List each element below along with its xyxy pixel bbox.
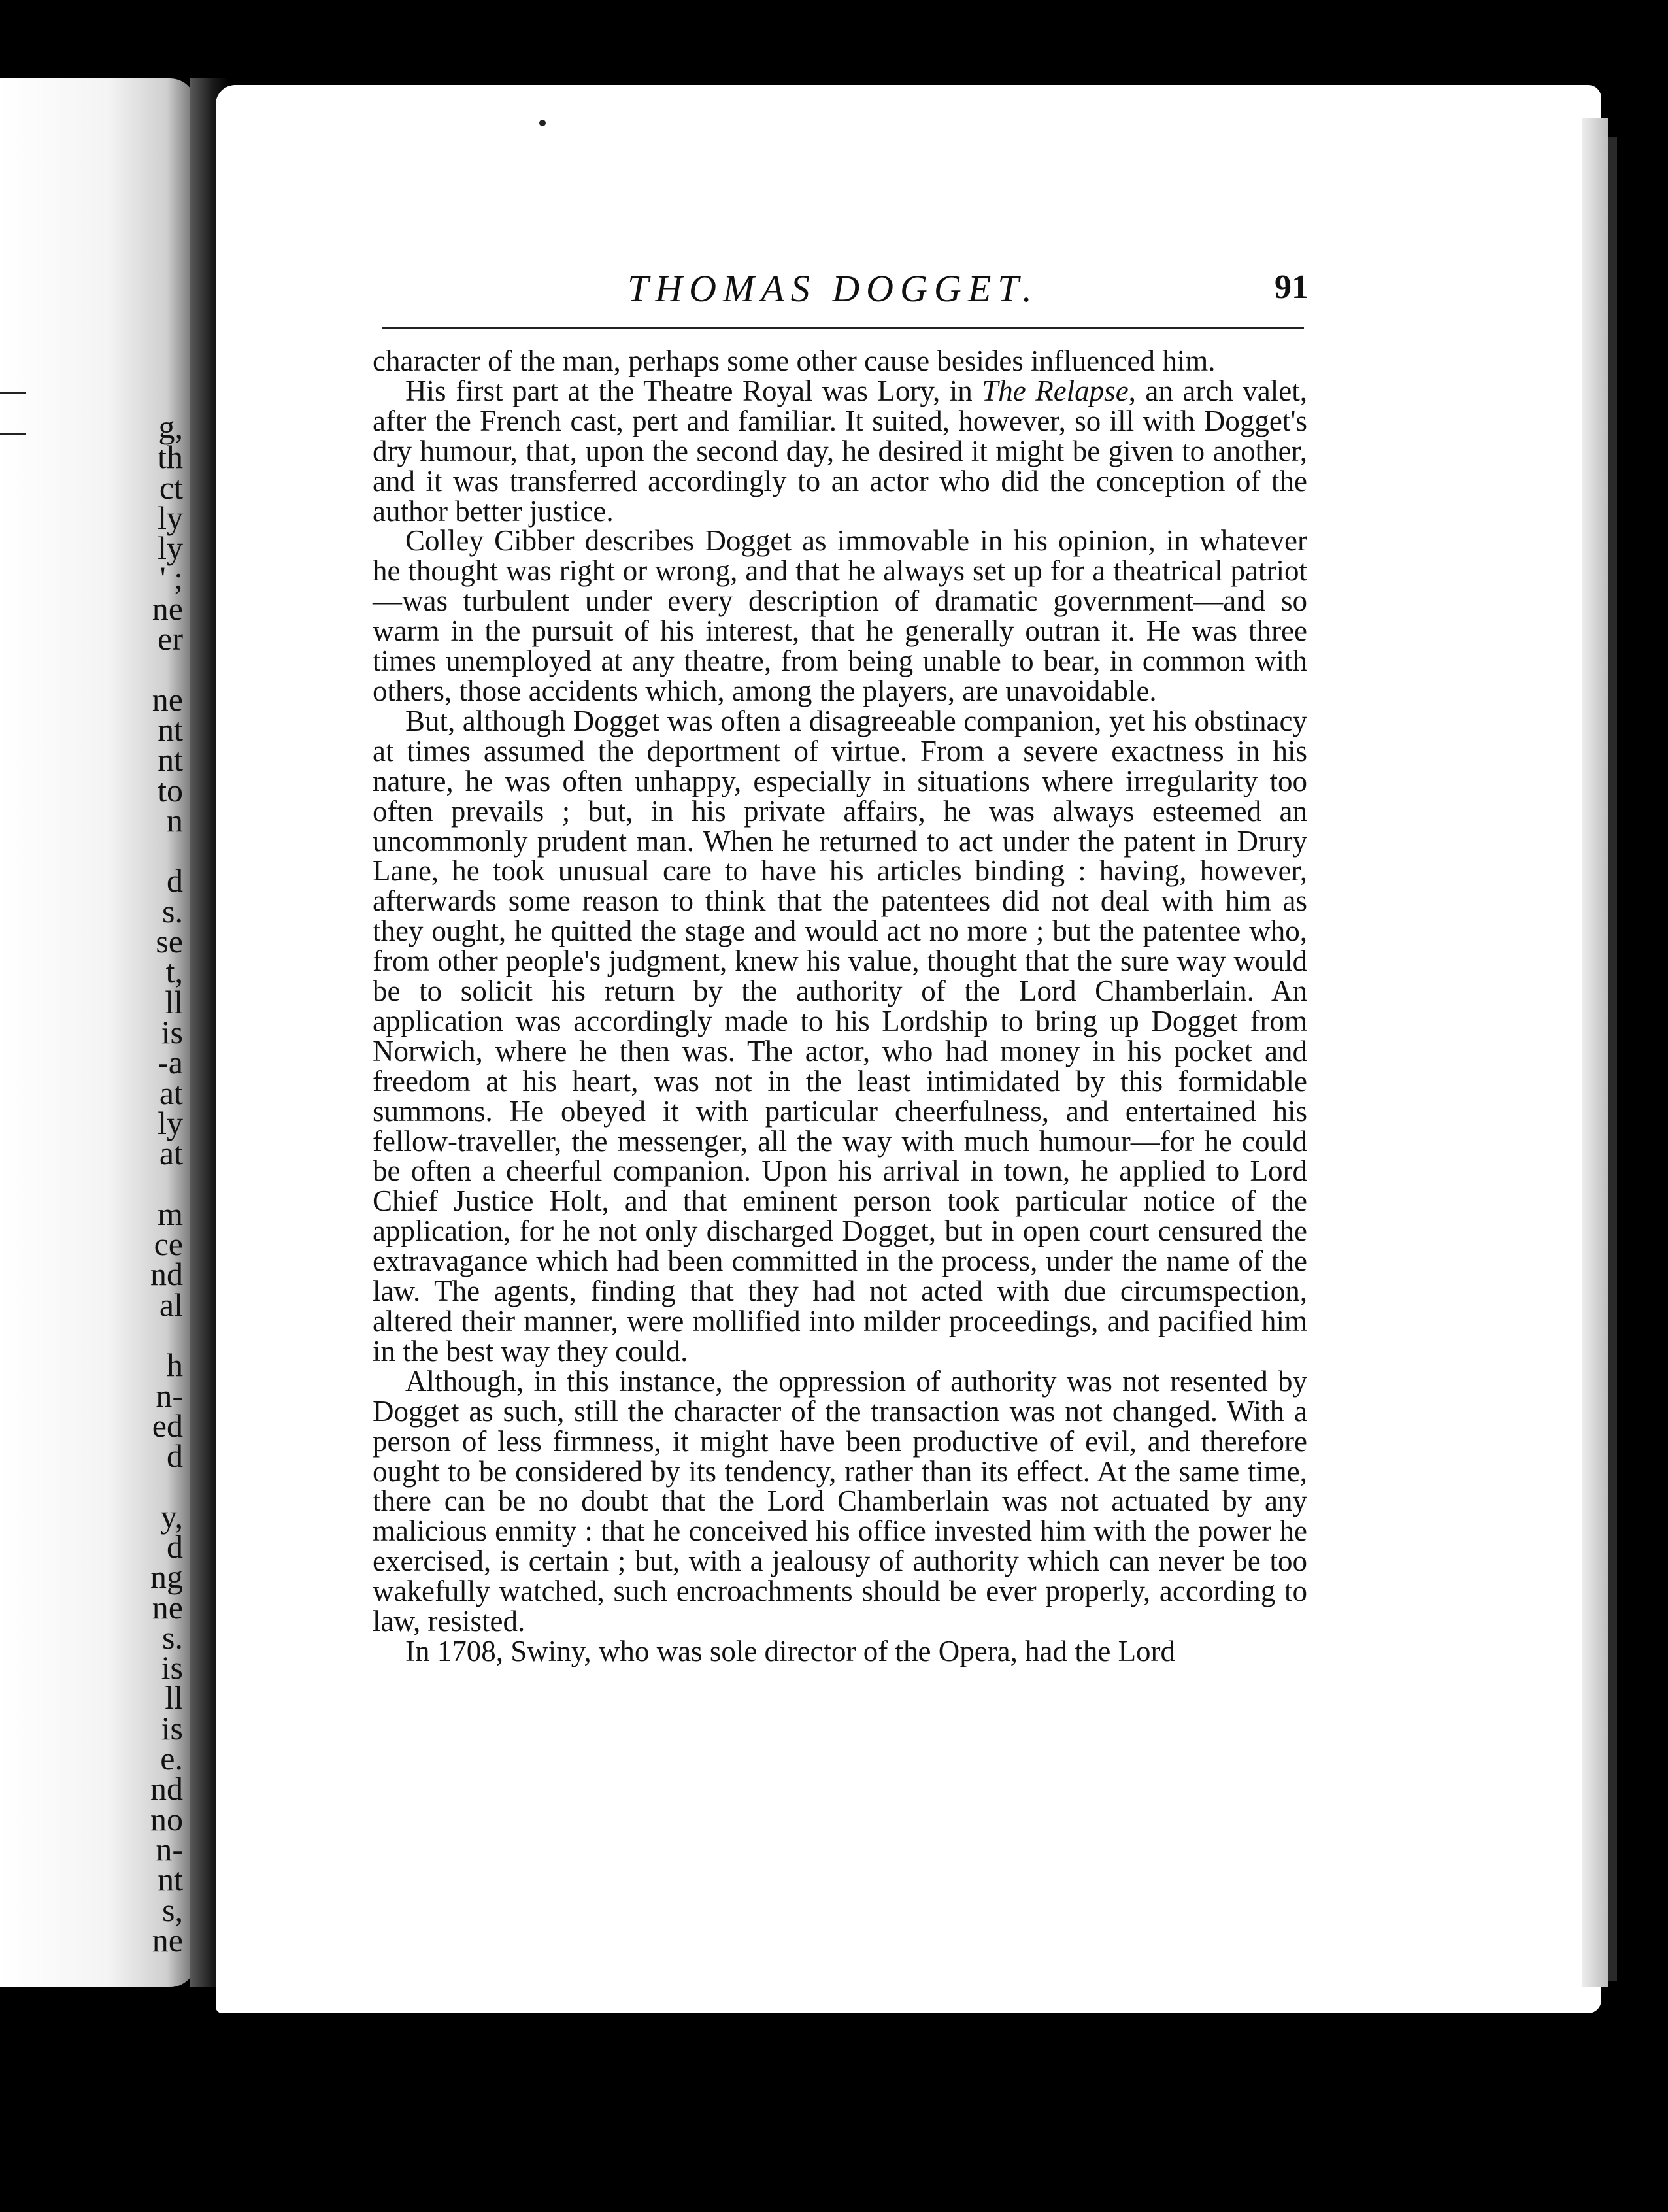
header-rule [382,327,1304,329]
fragment-line: y, [160,1498,183,1535]
fragment-line [111,835,183,865]
previous-page-strip [0,78,196,1987]
fragment-line: t, [165,953,183,990]
fragment-line: ne [152,590,183,627]
fragment-line: nt [158,711,183,748]
fragment-line: d [167,1437,183,1475]
text-run: His first part at the Theatre Royal was Lory, in [405,374,982,407]
fragment-line: ne [152,1921,183,1958]
fragment-line: s, [162,1891,183,1928]
text-run: But, although Dogget was often a disagreeable companion, yet his obstinacy at times assumed the deportment of virtue. From a severe exactness in his nature, he was often unhappy, especially in situations where irregularity too often prevails ; but, in his private affairs, he was always esteemed an uncommonly prudent man. When he returned to act under the patent in Drury Lane, he took unusual care to have his articles binding : having, however, afterwards some reason to think that the patentees did not deal with him as they ought, he quitted the stage and would act no more ; but the patentee who, from other people's judgment, knew his value, thought that the sure way would be to solicit his return by the authority of the Lord Chamberlain. An application was accordingly made to his Lordship to bring up Dogget from Norwich, where he then was. The actor, who had money in his pocket and freedom at his heart, was not in the least intimidated by this formidable summons. He obeyed it with particular cheerfulness, and entertained his fellow-traveller, the messenger, all the way with much humour—for he could be often a cheerful companion. Upon his arrival in town, he applied to Lord Chief Justice Holt, and that eminent person took particular notice of the application, for he not only discharged Dogget, but in open court censured the extravagance which had been committed in the process, under the name of the law. The agents, finding that they had not acted with due circumspection, altered their manner, were mollified into milder proceedings, and pacified him in the best way they could. [373,704,1307,1367]
paragraph [373,704,1307,1367]
fragment-line: se [156,923,183,960]
fragment-line: al [159,1286,183,1323]
text-run: In 1708, Swiny, who was sole director of the Opera, had the Lord [405,1634,1176,1667]
paragraph [373,346,1307,377]
text-run: Colley Cibber describes Dogget as immovable in his opinion, in whatever he thought was right or wrong, and that he always set up for a theatrical patriot—was turbulent under every description of dramatic government—and so warm in the pursuit of his interest, that he generally outran it. He was three times unemployed at any theatre, from being unable to bear, in common with others, those accidents which, among the players, are unavoidable. [373,524,1307,707]
scan-speck [539,120,546,126]
fragment-line: ll [165,983,183,1020]
fragment-line: ne [152,1588,183,1626]
italic-title: The Relapse [982,374,1129,407]
paragraph [373,374,1308,528]
fragment-line: g, [158,409,183,445]
running-header: THOMAS DOGGET. [627,267,1039,310]
fragment-line: is [161,1013,183,1050]
page-number: 91 [1275,269,1309,306]
fragment-line: m [158,1195,183,1232]
fragment-line: ce [154,1226,183,1263]
paragraph [373,526,1307,706]
fragment-line: th [158,439,183,476]
previous-page-text-fragments [111,409,183,1958]
fragment-line: at [159,1074,183,1111]
fragment-line: n- [156,1377,183,1414]
fragment-line: ll [165,1679,183,1717]
fragment-line: ng [150,1558,183,1596]
fragment-line: ly [158,529,183,567]
page-edge-shadow [1608,137,1617,1981]
paragraph [373,1634,1307,1667]
fragment-line: at [159,1135,183,1172]
text-run: character of the man, perhaps some other cause besides influenced him. [373,344,1216,377]
fragment-line [111,654,183,684]
fragment-line: d [167,862,183,899]
fragment-line: nd [150,1256,183,1293]
fragment-line: nd [150,1770,183,1807]
fragment-line: s. [162,892,183,930]
body-text [373,346,1307,1667]
fragment-line: h [167,1347,183,1384]
text-run: Although, in this instance, the oppression of authority was not resented by Dogget as such, still the character of the transaction was not changed. With a person of less firmness, it might have been productive of evil, and therefore ought to be considered by its tendency, rather than its effect. At the same time, there can be no doubt that the Lord Chamberlain was not actuated by any malicious enmity : that he conceived his office invested him with the power he exercised, is certain ; but, with a jealousy of authority which can never be too wakefully watched, such encroachments should be ever properly, according to law, resisted. [373,1364,1307,1638]
fragment-line: er [158,620,183,658]
fragment-line: s. [162,1618,183,1656]
fragment-line: nt [158,1861,183,1898]
fragment-line: n- [156,1830,183,1868]
fragment-line: ' ; [159,560,183,597]
paragraph [373,1364,1307,1638]
fragment-line: ne [152,680,183,718]
page-edge [1582,118,1608,1987]
fragment-line: -a [158,1044,183,1081]
fragment-line: nt [158,741,183,779]
fragment-line: to [158,771,183,809]
fragment-line: e. [160,1740,183,1777]
fragment-line: is [161,1709,183,1747]
page-edge-lines [0,392,26,475]
fragment-line: ly [158,499,183,536]
fragment-line [111,1168,183,1198]
fragment-line: ct [159,469,183,506]
fragment-line: n [167,801,183,839]
fragment-line: no [150,1800,183,1837]
fragment-line [111,1471,183,1501]
fragment-line: ly [158,1104,183,1141]
text-run: , an arch valet, after the French cast, pert and familiar. It suited, however, so ill with Dogget's dry humour, that, upon the second day, he desired it might be given to another, and it was transferred accordingly to an actor who did the conception of the author better justice. [373,374,1308,528]
fragment-line: ed [152,1407,183,1444]
fragment-line [111,1320,183,1350]
fragment-line: is [161,1649,183,1686]
fragment-line: d [167,1528,183,1565]
